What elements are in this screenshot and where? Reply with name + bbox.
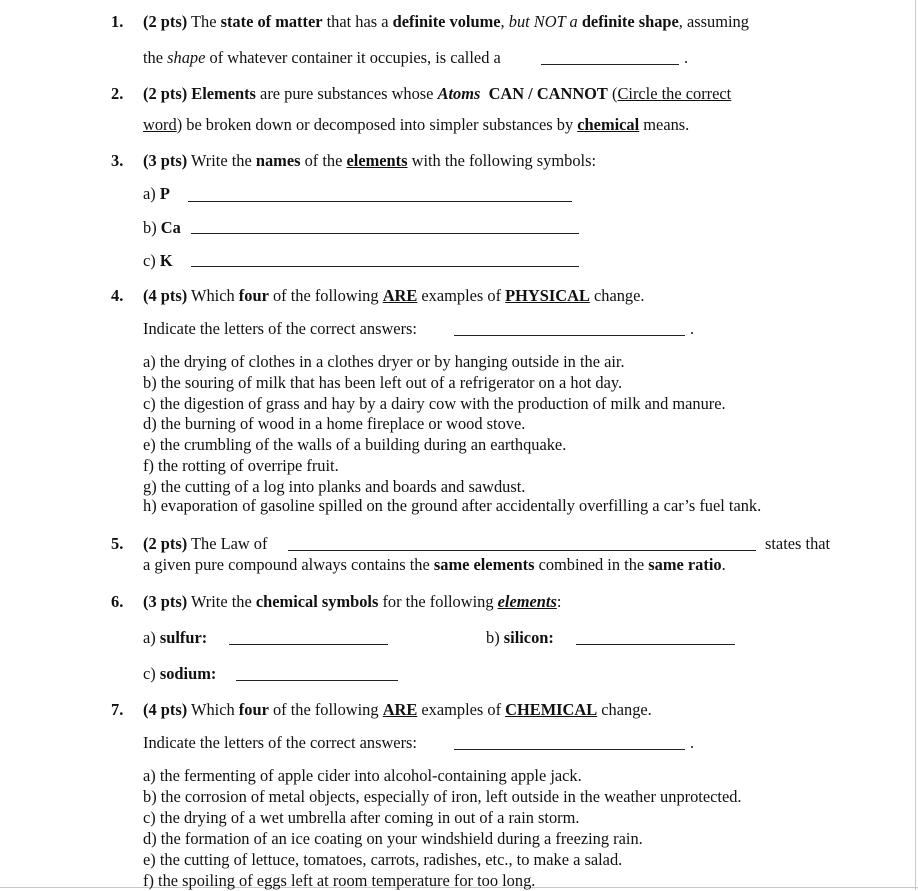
answer-blank[interactable] [576, 644, 735, 645]
answer-blank[interactable] [236, 680, 398, 681]
question-number: 7. [111, 700, 124, 719]
question-5-line-1: (2 pts) The Law of [143, 534, 268, 553]
question-6-item-c: c) sodium: [143, 664, 217, 683]
option: a) the drying of clothes in a clothes dryer or by hanging outside in the air. [143, 352, 625, 371]
indicate-label: Indicate the letters of the correct answers: [143, 319, 417, 338]
question-3-prompt: (3 pts) Write the names of the elements with the following symbols: [143, 151, 597, 170]
answer-blank[interactable] [454, 335, 685, 336]
question-5-line-2: a given pure compound always contains the same elements combined in the same ratio. [143, 555, 726, 574]
question-1-line-1: (2 pts) The state of matter that has a definite volume, but NOT a definite shape, assuming [143, 12, 749, 31]
option: d) the formation of an ice coating on your windshield during a freezing rain. [143, 829, 643, 848]
question-6-item-b: b) silicon: [486, 628, 554, 647]
answer-blank[interactable] [229, 644, 388, 645]
question-number: 5. [111, 534, 124, 553]
question-number: 3. [111, 151, 124, 170]
question-1-line-2: the shape of whatever container it occupies, is called a [143, 48, 501, 67]
question-7-prompt: (4 pts) Which four of the following ARE examples of CHEMICAL change. [143, 700, 652, 719]
question-6-item-a: a) sulfur: [143, 628, 208, 647]
option: e) the crumbling of the walls of a building during an earthquake. [143, 435, 567, 454]
option: g) the cutting of a log into planks and boards and sawdust. [143, 477, 526, 496]
option: b) the corrosion of metal objects, especially of iron, left outside in the weather unprotected. [143, 787, 742, 806]
question-4-prompt: (4 pts) Which four of the following ARE examples of PHYSICAL change. [143, 286, 645, 305]
answer-blank[interactable] [454, 749, 685, 750]
page-border-right [915, 0, 916, 890]
answer-blank[interactable] [191, 233, 579, 234]
option: a) the fermenting of apple cider into alcohol-containing apple jack. [143, 766, 582, 785]
option: f) the spoiling of eggs left at room temperature for too long. [143, 871, 536, 890]
question-3-item-a: a) P [143, 184, 170, 203]
question-3-item-c: c) K [143, 251, 173, 270]
indicate-label: Indicate the letters of the correct answers: [143, 733, 417, 752]
option: c) the drying of a wet umbrella after coming in out of a rain storm. [143, 808, 580, 827]
option: b) the souring of milk that has been left out of a refrigerator on a hot day. [143, 373, 623, 392]
answer-blank[interactable] [188, 201, 572, 202]
option: d) the burning of wood in a home fireplace or wood stove. [143, 414, 526, 433]
question-2-line-1: (2 pts) Elements are pure substances whose Atoms CAN / CANNOT (Circle the correct [143, 84, 732, 103]
option: c) the digestion of grass and hay by a dairy cow with the production of milk and manure. [143, 394, 726, 413]
question-3-item-b: b) Ca [143, 218, 181, 237]
answer-blank[interactable] [541, 64, 679, 65]
question-number: 1. [111, 12, 124, 31]
question-number: 6. [111, 592, 124, 611]
answer-blank[interactable] [288, 550, 756, 551]
question-2-line-2: word) be broken down or decomposed into simpler substances by chemical means. [143, 115, 690, 134]
option: f) the rotting of overripe fruit. [143, 456, 339, 475]
answer-blank[interactable] [191, 266, 579, 267]
option: h) evaporation of gasoline spilled on the ground after accidentally overfilling a car’s fuel tank. [143, 496, 762, 515]
question-number: 2. [111, 84, 124, 103]
question-number: 4. [111, 286, 124, 305]
option: e) the cutting of lettuce, tomatoes, carrots, radishes, etc., to make a salad. [143, 850, 623, 869]
question-6-prompt: (3 pts) Write the chemical symbols for the following elements: [143, 592, 562, 611]
